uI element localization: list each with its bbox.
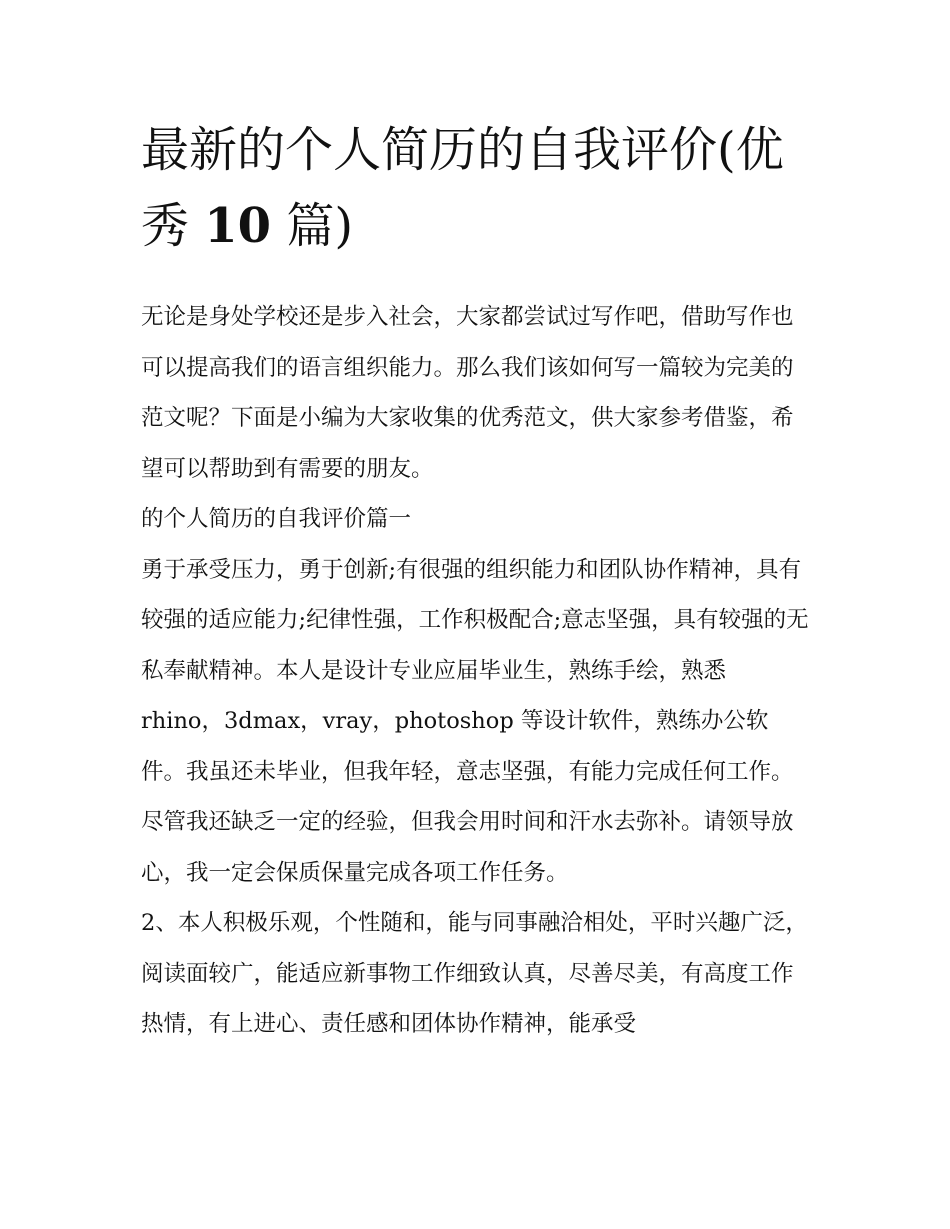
document-title	[141, 112, 813, 264]
body-paragraph: 2、本人积极乐观，个性随和，能与同事融洽相处，平时兴趣广泛，阅读面较广，能适应新事物工作细致认真，尽善尽美，有高度工作热情，有上进心、责任感和团体协作精神，能承受	[141, 910, 808, 1037]
document-content	[141, 112, 813, 1050]
title-number: 10	[204, 198, 272, 254]
title-line-1: 最新的个人简历的自我评价(优	[141, 122, 784, 178]
document-body	[141, 292, 813, 1050]
intro-paragraph: 无论是身处学校还是步入社会，大家都尝试过写作吧，借助写作也可以提高我们的语言组织能力。那么我们该如何写一篇较为完美的范文呢？下面是小编为大家收集的优秀范文，供大家参考借鉴，希望可以帮助到有需要的朋友。	[141, 304, 794, 482]
section-heading: 的个人简历的自我评价篇一	[141, 506, 412, 532]
body-paragraph: 勇于承受压力，勇于创新;有很强的组织能力和团队协作精神，具有较强的适应能力;纪律性强，工作积极配合;意志坚强，具有较强的无私奉献精神。本人是设计专业应届毕业生，熟练手绘，熟悉 rhino，3dmax，vray，photoshop 等设计软件，熟练办公软件。我虽还未毕业，但我年轻，意志坚强，有能力完成任何工作。尽管我还缺乏一定的经验，但我会用时间和汗水去弥补。请领导放心，我一定会保质保量完成各项工作任务。	[141, 556, 809, 886]
title-line-2-prefix: 秀	[141, 198, 205, 254]
title-line-2-suffix: 篇)	[271, 198, 354, 254]
